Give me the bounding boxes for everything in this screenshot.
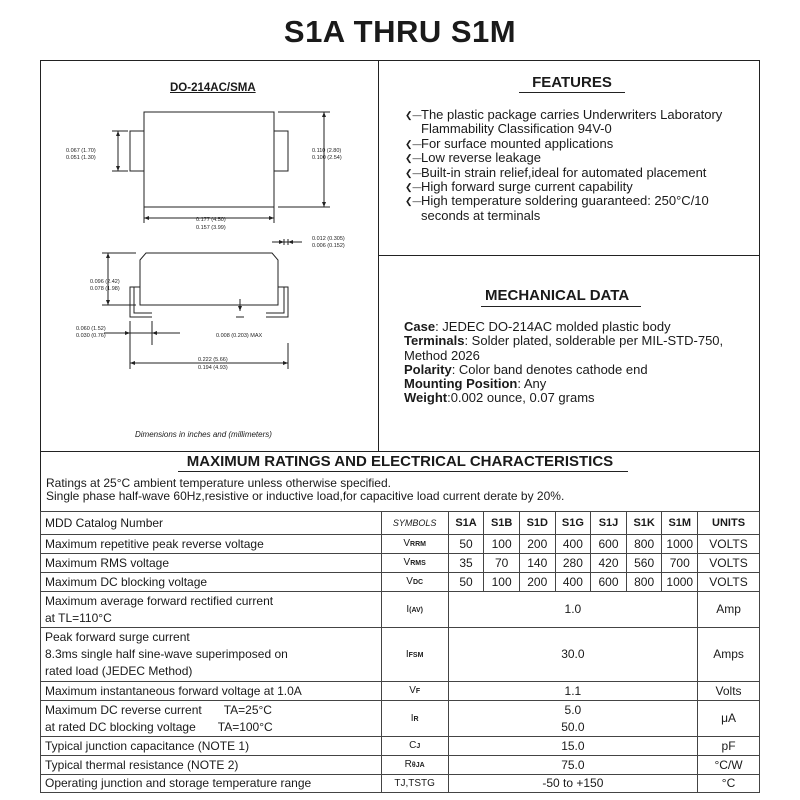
table-row: Maximum instantaneous forward voltage at 1.0A VF 1.1 Volts [41, 682, 760, 701]
feature-item: ❮— The plastic package carries Underwriters Laboratory Flammability Classification 94V-0 [405, 107, 723, 137]
mechanical-data [404, 320, 754, 406]
ratings-underline [178, 471, 628, 472]
header-part: S1K [626, 512, 662, 535]
dim-side-min: 0.078 (1.98) [90, 286, 120, 292]
table-row: Maximum DC blocking voltage VDC 50 100 200 400 600 800 1000 VOLTS [41, 573, 760, 592]
ratings-table [40, 511, 760, 793]
arrow-bullet-icon: ❮— [405, 110, 422, 120]
ratings-note-1: Ratings at 25°C ambient temperature unless otherwise specified. [46, 476, 391, 490]
dim-standoff: 0.008 (0.203) MAX [216, 333, 263, 339]
ratings-title: MAXIMUM RATINGS AND ELECTRICAL CHARACTERISTICS [186, 453, 614, 470]
feature-item: ❮— Built-in strain relief,ideal for automated placement [405, 164, 707, 180]
mech-row-mounting: Mounting Position: Any [404, 376, 547, 392]
dim-foot-min: 0.030 (0.76) [76, 333, 106, 339]
vertical-divider [378, 60, 379, 452]
table-row: Maximum repetitive peak reverse voltage VRRM 50 100 200 400 600 800 1000 VOLTS [41, 535, 760, 554]
dim-foot-max: 0.060 (1.52) [76, 326, 106, 332]
dim-total-min: 0.194 (4.93) [198, 365, 228, 371]
dim-body-min: 0.157 (3.99) [196, 225, 226, 231]
body-top-view [144, 112, 274, 207]
header-part: S1G [555, 512, 591, 535]
table-row: Maximum average forward rectified current at TL=110°C I(AV) 1.0 Amp [41, 592, 760, 628]
header-part: S1B [484, 512, 520, 535]
feature-item: ❮— For surface mounted applications [405, 135, 614, 151]
feature-item: ❮— Low reverse leakage [405, 150, 541, 166]
ratings-divider [40, 451, 760, 452]
features-divider [379, 255, 760, 256]
header-units: UNITS [698, 512, 760, 535]
dim-height-min: 0.051 (1.30) [66, 155, 96, 161]
features-underline [519, 92, 625, 93]
package-drawing [40, 95, 360, 425]
dim-total-max: 0.222 (5.66) [198, 357, 228, 363]
arrow-bullet-icon: ❮— [405, 138, 422, 149]
table-row: Maximum DC reverse current TA=25°C at rated DC blocking voltage TA=100°C IR 5.0 50.0 μA [41, 701, 760, 737]
arrow-bullet-icon: ❮— [405, 153, 422, 164]
features-title: FEATURES [532, 74, 612, 91]
dim-lead-max: 0.110 (2.80) [312, 148, 342, 154]
mechanical-title: MECHANICAL DATA [485, 287, 630, 304]
arrow-bullet-icon: ❮— [405, 196, 422, 207]
dim-height-max: 0.067 (1.70) [66, 148, 96, 154]
table-row: Typical thermal resistance (NOTE 2) RθJA 75.0 °C/W [41, 756, 760, 775]
mech-row-case: Case: JEDEC DO-214AC molded plastic body [404, 319, 671, 334]
dim-thick-max: 0.012 (0.305) [312, 236, 345, 242]
package-title: DO-214AC/SMA [170, 82, 256, 94]
header-param: MDD Catalog Number [41, 512, 382, 535]
header-part: S1D [519, 512, 555, 535]
mech-row-weight: Weight:0.002 ounce, 0.07 grams [404, 390, 595, 406]
feature-item: ❮— High forward surge current capability [405, 179, 633, 195]
header-part: S1A [448, 512, 484, 535]
table-row: Operating junction and storage temperature range TJ,TSTG -50 to +150 °C [41, 775, 760, 793]
page-title: S1A THRU S1M [283, 14, 517, 49]
dim-body-max: 0.177 (4.50) [196, 217, 226, 223]
header-part: S1M [662, 512, 698, 535]
ratings-notes [46, 477, 564, 503]
arrow-bullet-icon: ❮— [405, 182, 422, 193]
arrow-bullet-icon: ❮— [405, 167, 422, 178]
dim-side-max: 0.096 (2.42) [90, 279, 120, 285]
feature-item: ❮— High temperature soldering guaranteed: 250°C/10 seconds at terminals [405, 193, 709, 223]
mech-row-polarity: Polarity: Color band denotes cathode end [404, 361, 648, 377]
header-symbols: SYMBOLS [381, 512, 448, 535]
mech-row-terminals: Terminals: Solder plated, solderable per MIL-STD-750, Method 2026 [404, 333, 724, 363]
mechanical-underline [481, 306, 641, 307]
ratings-note-2: Single phase half-wave 60Hz,resistive or inductive load,for capacitive load current derate by 20%. [46, 489, 565, 503]
dimensions-caption: Dimensions in inches and (millimeters) [135, 430, 272, 439]
dim-lead-min: 0.100 (2.54) [312, 155, 342, 161]
table-row: Peak forward surge current 8.3ms single half sine-wave superimposed on rated load (JEDEC Method) IFSM 30.0 Amps [41, 628, 760, 682]
header-part: S1J [591, 512, 627, 535]
table-header-row [41, 512, 760, 535]
dim-thick-min: 0.006 (0.152) [312, 243, 345, 249]
table-row: Maximum RMS voltage VRMS 35 70 140 280 420 560 700 VOLTS [41, 554, 760, 573]
table-row: Typical junction capacitance (NOTE 1) CJ 15.0 pF [41, 737, 760, 756]
features-list [405, 108, 755, 223]
